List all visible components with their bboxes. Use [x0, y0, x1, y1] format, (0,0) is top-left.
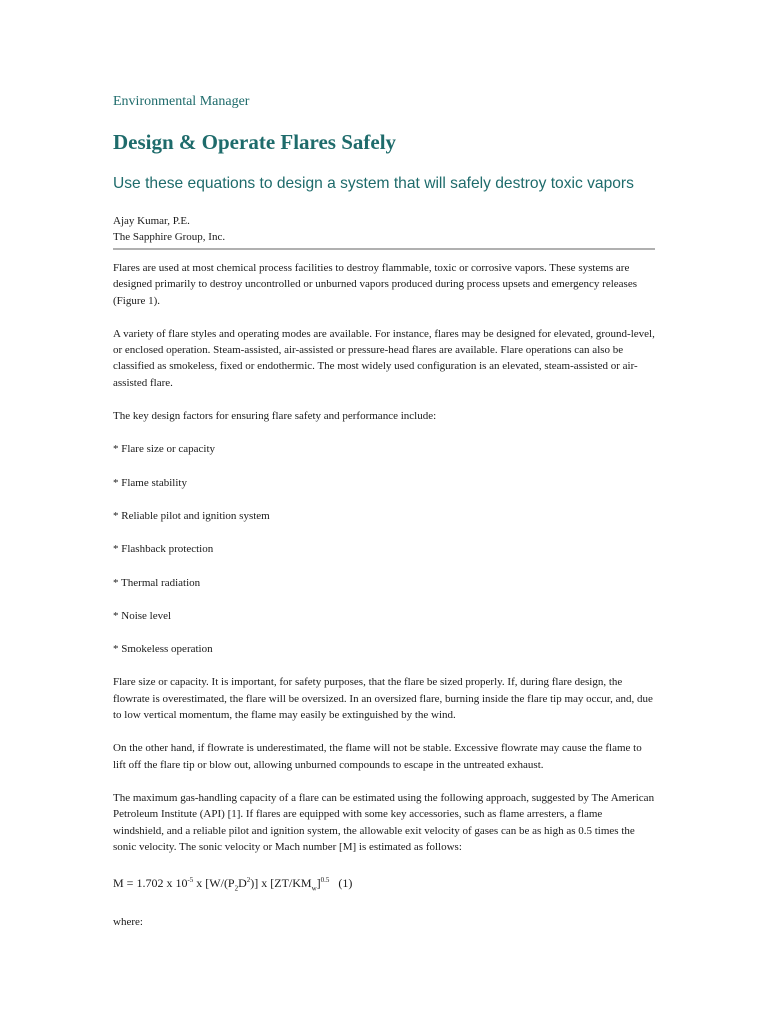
section-label: Environmental Manager: [113, 94, 250, 109]
list-item: * Flare size or capacity: [113, 443, 216, 456]
list-item: * Smokeless operation: [113, 643, 213, 656]
author-affiliation: The Sapphire Group, Inc.: [113, 231, 226, 243]
list-item: * Noise level: [113, 609, 172, 622]
paragraph: The maximum gas-handling capacity of a flare can be estimated using the following approach, suggested by The American Petroleum Institute (API) [1]. If flares are equipped with some key accessories, such as flame arresters, a flame windshield, and a reliable pilot and ignition system, the allowable exit velocity of gases can be as high as 0.5 times the sonic velocity. The sonic velocity or Mach number [M] is estimated as follows:: [113, 791, 655, 853]
paragraph: where:: [113, 915, 143, 928]
design-factors-list: [113, 441, 655, 657]
list-item: * Thermal radiation: [113, 576, 201, 589]
article-body: [113, 260, 655, 947]
author-name: Ajay Kumar, P.E.: [113, 215, 190, 227]
article-subtitle: Use these equations to design a system that will safely destroy toxic vapors: [113, 175, 634, 192]
article-title: Design & Operate Flares Safely: [113, 130, 397, 154]
paragraph: The key design factors for ensuring flare safety and performance include:: [113, 410, 437, 423]
paragraph: A variety of flare styles and operating modes are available. For instance, flares may be designed for elevated, ground-level, or enclosed operation. Steam-assisted, air-assisted or pressure-head flares are available. Flare operations can also be classified as smokeless, fixed or endothermic. The most widely used configuration is an elevated, steam-assisted or air-assisted flare.: [113, 327, 655, 389]
byline: [113, 213, 225, 245]
paragraph: On the other hand, if flowrate is underestimated, the flame will not be stable. Excessive flowrate may cause the flame to lift off the flare tip or blow out, allowing unburned compounds to escape in the untreated exhaust.: [113, 742, 642, 771]
paragraph: Flares are used at most chemical process facilities to destroy flammable, toxic or corrosive vapors. These systems are designed primarily to destroy uncontrolled or unburned vapors produced during process upsets and emergency releases (Figure 1).: [113, 262, 637, 307]
list-item: * Reliable pilot and ignition system: [113, 509, 270, 522]
list-item: * Flame stability: [113, 476, 187, 489]
paragraph: Flare size or capacity. It is important, for safety purposes, that the flare be sized properly. If, during flare design, the flowrate is overestimated, the flare will be oversized. In an oversized flare, burning inside the flare tip may occur, and, due to low vertical momentum, the flame may easily be extinguished by the wind.: [113, 676, 653, 722]
divider: [113, 248, 655, 250]
equation-number: (1): [338, 876, 353, 891]
mach-number-equation: M = 1.702 x $10^{-5}$ x $[W/(P_2D^2)]$ x $[ZT/KM_w]^{0.5}$ (1): [113, 876, 353, 893]
list-item: * Flashback protection: [113, 543, 214, 556]
